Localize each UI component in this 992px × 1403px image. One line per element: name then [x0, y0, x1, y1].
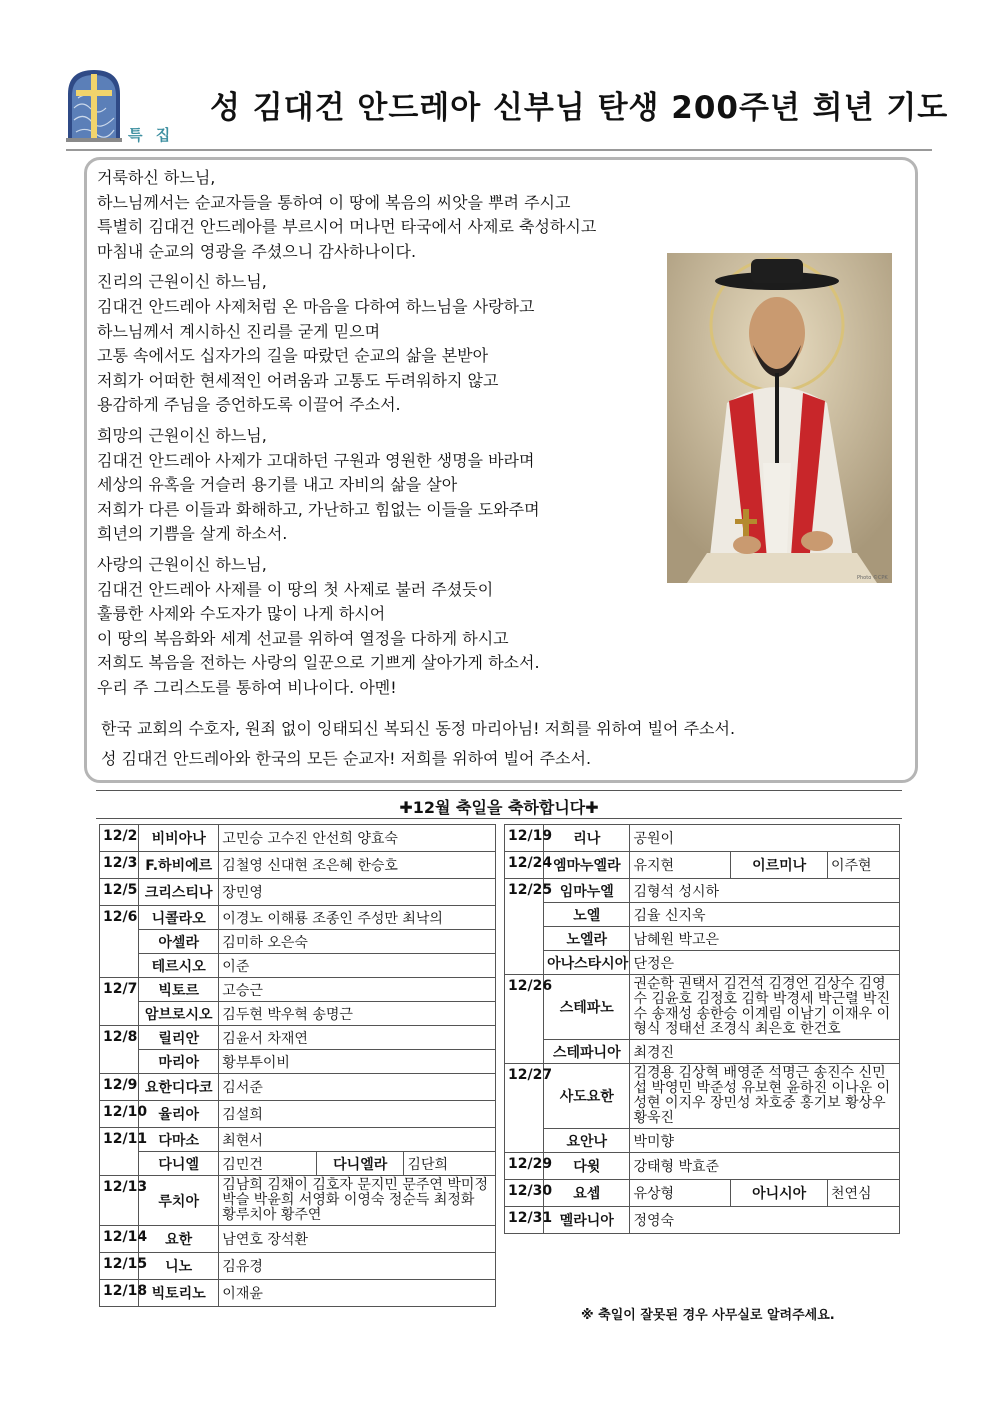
saint-name: 이르미나 — [731, 852, 828, 879]
parishioner-names: 김경용 김상혁 배영준 석명근 송진수 신민섭 박영민 박준성 유보현 윤하진 이나운 이성현 이지우 장민성 차호중 홍기보 황상우 황욱진 — [630, 1064, 900, 1129]
prayer-line: 훌륭한 사제와 수도자가 많이 나게 하시어 — [97, 604, 386, 624]
feast-row — [100, 978, 496, 1002]
parishioner-names: 최현서 — [219, 1128, 496, 1152]
feast-row — [100, 1176, 496, 1226]
prayer-line: 하느님께서 계시하신 진리를 굳게 믿으며 — [97, 321, 381, 341]
feast-row — [100, 1253, 496, 1280]
parishioner-names: 김윤서 차재연 — [219, 1026, 496, 1050]
closing-line: 성 김대건 안드레아와 한국의 모든 순교자! 저희를 위하여 빌어 주소서. — [101, 749, 592, 768]
saint-name: 멜라니아 — [544, 1207, 630, 1234]
feast-row — [100, 930, 496, 954]
saint-name: 다니엘라 — [317, 1152, 404, 1176]
feast-row — [100, 1128, 496, 1152]
prayer-line: 거룩하신 하느님, — [97, 168, 216, 187]
feast-date: 12/9 — [100, 1074, 139, 1101]
saint-name: 아나스타시아 — [544, 951, 630, 975]
parishioner-names: 김서준 — [219, 1074, 496, 1101]
saint-name: 빅토리노 — [139, 1280, 219, 1307]
prayer-line: 김대건 안드레아 사제를 이 땅의 첫 사제로 불러 주셨듯이 — [97, 579, 494, 599]
parishioner-names: 장민영 — [219, 879, 496, 906]
saint-name: 임마누엘 — [544, 879, 630, 903]
feast-date: 12/30 — [505, 1180, 544, 1207]
parishioner-names: 이경노 이해룡 조종인 주성만 최낙의 — [219, 906, 496, 930]
parishioner-names: 단정은 — [630, 951, 900, 975]
feast-row — [505, 951, 900, 975]
feast-row — [505, 1207, 900, 1234]
parishioner-names: 김유경 — [219, 1253, 496, 1280]
prayer-paragraph — [97, 166, 596, 264]
prayer-line: 저희가 다른 이들과 화해하고, 가난하고 힘없는 이들을 도와주며 — [97, 499, 540, 519]
feast-date: 12/13 — [100, 1176, 139, 1226]
saint-name: 사도요한 — [544, 1064, 630, 1129]
feast-row — [100, 1002, 496, 1026]
prayer-line: 저희가 어떠한 현세적인 어려움과 고통도 두려워하지 않고 — [97, 370, 499, 390]
prayer-line: 용감하게 주님을 증언하도록 이끌어 주소서. — [97, 395, 401, 415]
feast-row — [100, 852, 496, 879]
saint-name: 빅토르 — [139, 978, 219, 1002]
feast-row — [100, 879, 496, 906]
saint-portrait-image — [667, 253, 892, 583]
parishioner-names: 이재윤 — [219, 1280, 496, 1307]
prayer-line: 세상의 유혹을 거슬러 용기를 내고 자비의 삶을 살아 — [97, 475, 458, 495]
saint-name: 루치아 — [139, 1176, 219, 1226]
saint-name: 테르시오 — [139, 954, 219, 978]
feast-row — [505, 975, 900, 1040]
feast-date: 12/3 — [100, 852, 139, 879]
saint-portrait — [667, 253, 892, 583]
saint-name: 엠마누엘라 — [544, 852, 630, 879]
feast-row — [505, 927, 900, 951]
feast-date: 12/10 — [100, 1101, 139, 1128]
saint-name: 비비아나 — [139, 825, 219, 852]
feast-row — [505, 825, 900, 852]
prayer-line: 하느님께서는 순교자들을 통하여 이 땅에 복음의 씨앗을 뿌려 주시고 — [97, 192, 571, 212]
parishioner-names: 유지현 — [630, 852, 731, 879]
parishioner-names: 남혜원 박고은 — [630, 927, 900, 951]
saint-name: 요한디다코 — [139, 1074, 219, 1101]
saint-name: 다윗 — [544, 1153, 630, 1180]
prayer-line: 우리 주 그리스도를 통하여 비나이다. 아멘! — [97, 677, 397, 697]
feast-date: 12/2 — [100, 825, 139, 852]
feast-note: ※ 축일이 잘못된 경우 사무실로 알려주세요. — [581, 1308, 835, 1323]
feast-row — [100, 825, 496, 852]
closing-line: 한국 교회의 수호자, 원죄 없이 잉태되신 복되신 동정 마리아님! 저희를 위하여 빌어 주소서. — [101, 719, 736, 738]
feast-row — [505, 1064, 900, 1129]
prayer-paragraph — [97, 424, 596, 547]
parishioner-names: 고민승 고수진 안선희 양효숙 — [219, 825, 496, 852]
prayer-line: 진리의 근원이신 하느님, — [97, 272, 267, 292]
closing-invocations — [101, 714, 735, 774]
feast-row — [100, 1280, 496, 1307]
feast-table-left — [99, 824, 496, 1307]
parishioner-names: 황부투이비 — [219, 1050, 496, 1074]
page-title: 성 김대건 안드레아 신부님 탄생 200주년 희년 기도 — [210, 90, 949, 126]
saint-name: 노엘 — [544, 903, 630, 927]
saint-name: 다니엘 — [139, 1152, 219, 1176]
saint-name: 니노 — [139, 1253, 219, 1280]
saint-name: 스테파노 — [544, 975, 630, 1040]
parishioner-names: 고승근 — [219, 978, 496, 1002]
parishioner-names: 박미향 — [630, 1129, 900, 1153]
saint-name: 노엘라 — [544, 927, 630, 951]
prayer-line: 특별히 김대건 안드레아를 부르시어 머나먼 타국에서 사제로 축성하시고 — [97, 217, 597, 237]
parishioner-names: 김단희 — [404, 1152, 496, 1176]
feast-row — [100, 954, 496, 978]
parishioner-names: 유상형 — [630, 1180, 731, 1207]
feast-row — [505, 879, 900, 903]
feast-row — [505, 1180, 900, 1207]
feast-date: 12/6 — [100, 906, 139, 978]
parishioner-names: 김형석 성시하 — [630, 879, 900, 903]
feast-date: 12/11 — [100, 1128, 139, 1176]
saint-name: 니콜라오 — [139, 906, 219, 930]
feast-date: 12/25 — [505, 879, 544, 975]
saint-name: 마리아 — [139, 1050, 219, 1074]
feast-row — [100, 1226, 496, 1253]
feast-date: 12/26 — [505, 975, 544, 1064]
prayer-line: 고통 속에서도 십자가의 길을 따랐던 순교의 삶을 본받아 — [97, 346, 489, 366]
prayer-paragraph — [97, 270, 596, 418]
feast-row — [100, 1101, 496, 1128]
parishioner-names: 김남희 김채이 김호자 문지민 문주연 박미정 박슬 박윤희 서영화 이영숙 정순득 최정화 황루치아 황주연 — [219, 1176, 496, 1226]
saint-name: 요한 — [139, 1226, 219, 1253]
saint-name: 아니시아 — [731, 1180, 828, 1207]
parishioner-names: 김설희 — [219, 1101, 496, 1128]
parishioner-names: 정영숙 — [630, 1207, 900, 1234]
saint-name: 크리스티나 — [139, 879, 219, 906]
prayer-paragraph — [97, 553, 596, 701]
feast-date: 12/24 — [505, 852, 544, 879]
feast-date: 12/18 — [100, 1280, 139, 1307]
prayer-text — [97, 166, 596, 706]
parishioner-names: 권순학 권택서 김건석 김경언 김상수 김영수 김윤호 김정호 김학 박경세 박근렬 박진수 송재성 송한승 이계림 이남기 이재우 이형식 정태선 조경식 최은호 한건호 — [630, 975, 900, 1040]
photo-credit: Photo ©CPK — [857, 575, 888, 581]
church-window-logo — [66, 68, 122, 142]
feast-row — [100, 1152, 496, 1176]
saint-name: 암브로시오 — [139, 1002, 219, 1026]
parishioner-names: 공원이 — [630, 825, 900, 852]
saint-name: 리나 — [544, 825, 630, 852]
parishioner-names: 김율 신지욱 — [630, 903, 900, 927]
prayer-line: 사랑의 근원이신 하느님, — [97, 554, 267, 574]
parishioner-names: 최경진 — [630, 1040, 900, 1064]
section-tag: 특 집 — [128, 126, 175, 144]
parishioner-names: 김민건 — [219, 1152, 317, 1176]
feast-date: 12/5 — [100, 879, 139, 906]
feast-date: 12/27 — [505, 1064, 544, 1153]
feast-date: 12/19 — [505, 825, 544, 852]
prayer-line: 희망의 근원이신 하느님, — [97, 425, 267, 445]
saint-name: F.하비에르 — [139, 852, 219, 879]
title-divider — [66, 149, 932, 151]
feast-top-rule — [96, 790, 902, 791]
feast-date: 12/31 — [505, 1207, 544, 1234]
saint-name: 스테파니아 — [544, 1040, 630, 1064]
parishioner-names: 강태형 박효준 — [630, 1153, 900, 1180]
parishioner-names: 김미하 오은숙 — [219, 930, 496, 954]
parishioner-names: 남연호 장석환 — [219, 1226, 496, 1253]
feast-table-right — [504, 824, 900, 1234]
feast-row — [100, 1026, 496, 1050]
feast-row — [100, 1050, 496, 1074]
feast-row — [505, 852, 900, 879]
prayer-line: 김대건 안드레아 사제가 고대하던 구원과 영원한 생명을 바라며 — [97, 450, 535, 470]
feast-date: 12/15 — [100, 1253, 139, 1280]
saint-name: 아셀라 — [139, 930, 219, 954]
parishioner-names: 이주현 — [827, 852, 899, 879]
parishioner-names: 김철영 신대현 조은혜 한승호 — [219, 852, 496, 879]
feast-row — [505, 1129, 900, 1153]
parishioner-names: 이준 — [219, 954, 496, 978]
saint-name: 요안나 — [544, 1129, 630, 1153]
saint-name: 다마소 — [139, 1128, 219, 1152]
feast-title: ✚12월 축일을 축하합니다✚ — [399, 798, 599, 817]
prayer-line: 저희도 복음을 전하는 사랑의 일꾼으로 기쁘게 살아가게 하소서. — [97, 653, 540, 673]
feast-date: 12/7 — [100, 978, 139, 1026]
feast-row — [505, 1153, 900, 1180]
prayer-line: 희년의 기쁨을 살게 하소서. — [97, 524, 288, 544]
feast-row — [505, 903, 900, 927]
parishioner-names: 김두현 박우혁 송명근 — [219, 1002, 496, 1026]
feast-date: 12/8 — [100, 1026, 139, 1074]
feast-date: 12/14 — [100, 1226, 139, 1253]
feast-bottom-rule — [96, 818, 902, 819]
saint-name: 율리아 — [139, 1101, 219, 1128]
saint-name: 릴리안 — [139, 1026, 219, 1050]
saint-name: 요셉 — [544, 1180, 630, 1207]
prayer-line: 이 땅의 복음화와 세계 선교를 위하여 열정을 다하게 하시고 — [97, 628, 509, 648]
feast-row — [100, 906, 496, 930]
feast-row — [100, 1074, 496, 1101]
prayer-line: 마침내 순교의 영광을 주셨으니 감사하나이다. — [97, 241, 417, 261]
feast-date: 12/29 — [505, 1153, 544, 1180]
feast-row — [505, 1040, 900, 1064]
prayer-line: 김대건 안드레아 사제처럼 온 마음을 다하여 하느님을 사랑하고 — [97, 296, 535, 316]
parishioner-names: 천연심 — [827, 1180, 899, 1207]
